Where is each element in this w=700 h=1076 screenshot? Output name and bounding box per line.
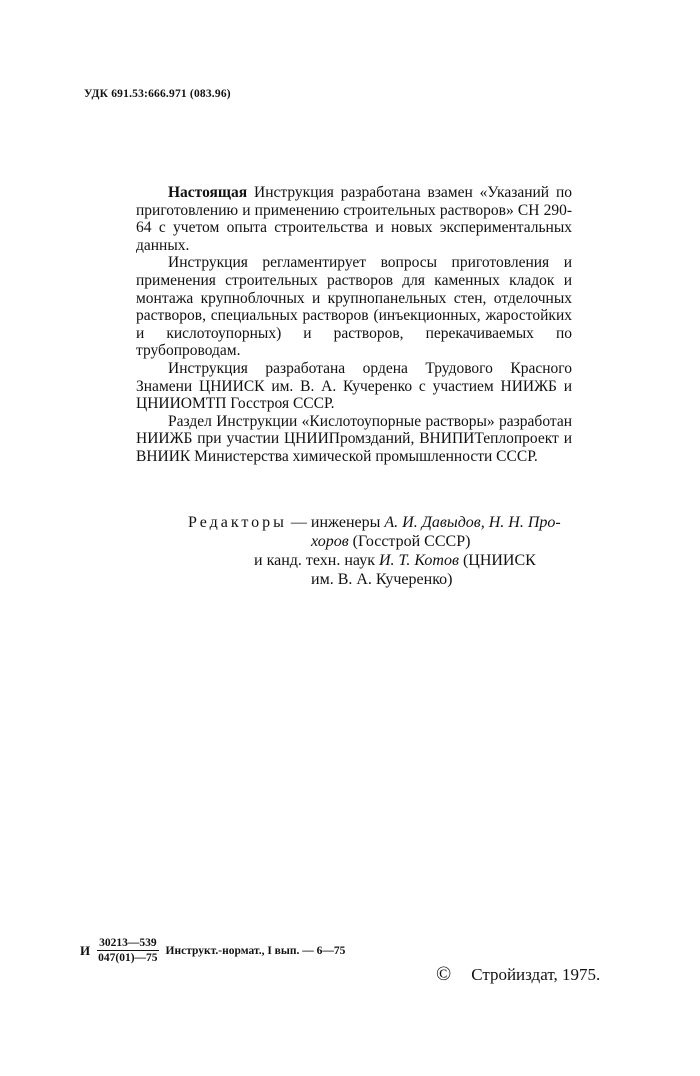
editors-line-4 — [188, 570, 624, 589]
biblio-fraction — [96, 937, 159, 964]
editors-line-2 — [188, 532, 624, 551]
paragraph-4: Раздел Инструкции «Кислотоупорные растворы» разработан НИИЖБ при участии ЦНИИПромзданий, ВНИПИТеплопроект и ВНИИК Министерства химической промышленности СССР. — [136, 412, 572, 465]
biblio-numerator: 30213—539 — [99, 937, 157, 949]
udk-prefix: УДК — [84, 88, 109, 100]
udk-number: 691.53:666.971 (083.96) — [111, 88, 231, 100]
paragraph-3: Инструкция разработана ордена Трудового Красного Знамени ЦНИИСК им. В. А. Кучеренко с участием НИИЖБ и ЦНИИОМТП Госстроя СССР. — [136, 359, 572, 413]
udk-code — [84, 88, 231, 100]
editors-label: Редакторы — [188, 514, 287, 531]
editors-line-1 — [188, 513, 624, 532]
paragraph-2: Инструкция регламентирует вопросы приготовления и применения строительных растворов для каменных кладок и монтажа крупноблочных и крупнопанельных стен, отделочных растворов, специальных растворов (инъекционных, жаростойких и кислотоупорных) и растворов, перекачиваемых по трубопроводам. — [136, 254, 572, 360]
paragraph-1-body: Инструкция разработана взамен «Указаний по приготовлению и применению строительных растворов» СН 290-64 с учетом опыта строительства и новых экспериментальных данных. — [136, 184, 572, 254]
bibliographic-code — [80, 937, 345, 964]
editors-names: А. И. Давыдов, Н. Н. Про- — [384, 514, 561, 531]
copyright-icon: © — [436, 963, 452, 985]
paragraph-1-lead: Настоящая — [168, 184, 248, 201]
editors-org-3: (ЦНИИСК — [458, 552, 536, 569]
editors-org-1: (Госстрой СССР) — [348, 533, 471, 550]
editors-name-3: И. Т. Котов — [378, 552, 459, 569]
paragraph-1 — [136, 184, 572, 254]
biblio-letter: И — [80, 942, 91, 958]
main-text — [136, 184, 572, 466]
editors-line-3 — [188, 551, 624, 570]
copyright-line — [436, 963, 600, 986]
biblio-text: Инструкт.-нормат., I вып. — 6—75 — [165, 944, 346, 957]
editors-and: и канд. техн. наук — [254, 552, 379, 569]
editors-block — [188, 513, 624, 589]
biblio-denominator: 047(01)—75 — [98, 952, 158, 964]
editors-names-cont: хоров — [311, 533, 349, 550]
editors-org-3-cont: им. В. А. Кучеренко) — [311, 571, 453, 588]
editors-dash: — инженеры — [286, 514, 385, 531]
publisher: Стройиздат, 1975. — [471, 964, 601, 984]
